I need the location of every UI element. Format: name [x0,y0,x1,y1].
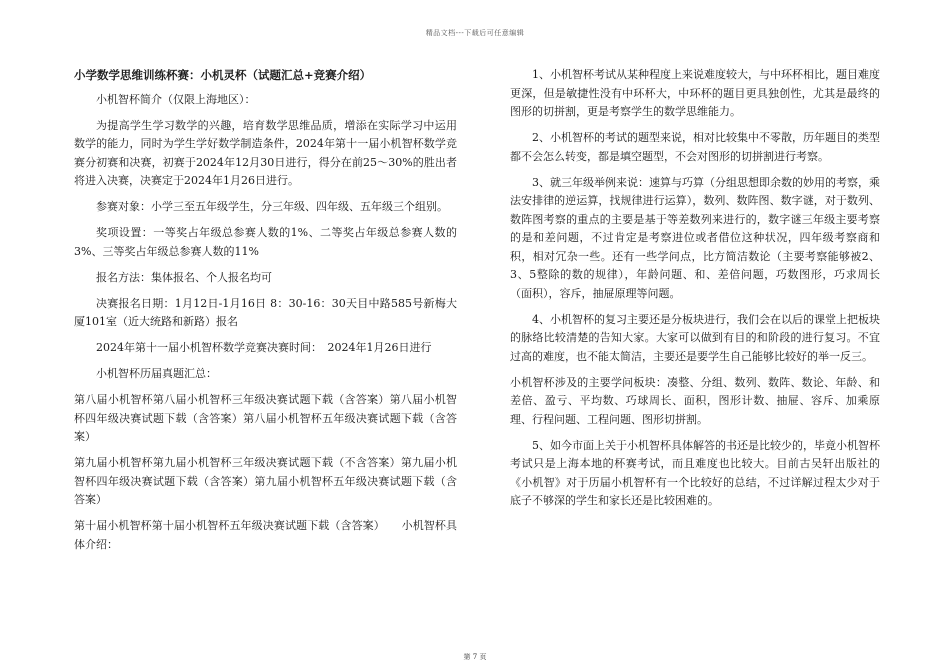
paragraph: 2、小机智杯的考试的题型来说，相对比较集中不零散，历年题目的类型都不会怎么转变，都是填空题型，不会对图形的切拼割进行考察。 [510,131,880,163]
paragraph: 参赛对象：小学三至五年级学生，分三年级、四年级、五年级三个组别。 [96,200,448,213]
paragraph: 第九届小机智杯第九届小机智杯三年级决赛试题下载（不含答案）第九届小机智杯四年级决赛试题下载（含答案）第九届小机智杯五年级决赛试题下载（含答案） [74,456,457,506]
paragraph: 决赛报名日期：1月12日-1月16日 8：30-16：30天目中路585号新梅大厦101室（近大统路和新路）报名 [74,296,457,328]
paragraph: 第十届小机智杯第十届小机智杯五年级决赛试题下载（含答案） 小机智杯具体介绍： [74,519,457,551]
right-column [510,66,880,518]
paragraph: 小机智杯历届真题汇总： [96,367,217,380]
paragraph: 5、如今市面上关于小机智杯具体解答的书还是比较少的，毕竟小机智杯考试只是上海本地的杯赛考试，而且难度也比较大。目前古吴轩出版社的《小机智》对于历届小机智杯有一个比较好的总结，不过详解过程太少对于底子不够深的学生和家长还是比较困难的。 [510,438,880,507]
left-column [74,66,457,562]
paragraph: 第八届小机智杯第八届小机智杯三年级决赛试题下载（含答案）第八届小机智杯四年级决赛试题下载（含答案）第八届小机智杯五年级决赛试题下载（含答案） [74,393,457,443]
page-footer: 第 7 页 [463,653,487,661]
paragraph: 2024年第十一届小机智杯数学竞赛决赛时间： 2024年1月26日进行 [96,341,432,354]
paragraph: 奖项设置：一等奖占年级总参赛人数的1%、二等奖占年级总参赛人数的3%、三等奖占年级总参赛人数的11% [74,226,457,258]
paragraph: 小机智杯涉及的主要学问板块：凑整、分组、数列、数阵、数论、年龄、和差倍、盈亏、平均数、巧球周长、面积，图形计数、抽屉、容斥、加乘原理、行程问题、工程问题、图形切拼割。 [510,375,880,426]
paragraph: 为提高学生学习数学的兴趣，培育数学思维品质，增添在实际学习中运用数学的能力，同时为学生学好数学制造条件，2024年第十一届小机智杯数学竞赛分初赛和决赛，初赛于2024年12月30日进行，得分在前25～30%的胜出者将进入决赛，决赛定于2024年1月26日进行。 [74,118,457,187]
paragraph: 3、就三年级举例来说：速算与巧算（分组思想即余数的妙用的考察，乘法安排律的逆运算，找规律进行运算），数列、数阵图、数字谜，对于数列、数阵图考察的重点的主要是基于等差数列来进行的，数字谜三年级主要考察的是和差问题，不过肯定是考察进位或者借位这种状况，四年级考察商和积，相对冗杂一些。还有一些学问点，比方简洁数论（主要考察能够被2、3、5整除的数的规律），年龄问题、和、差倍问题，巧数图形，巧求周长（面积），容斥，抽屉原理等问题。 [510,175,880,300]
paragraph: 小机智杯简介（仅限上海地区）： [96,92,256,106]
paragraph: 4、小机智杯的复习主要还是分板块进行，我们会在以后的课堂上把板块的脉络比较清楚的告知大家。大家可以做到有目的和阶段的进行复习。不宜过高的难度，也不能太简洁，主要还是要学生自己能够比较好的举一反三。 [510,312,880,363]
paragraph: 报名方法：集体报名、个人报名均可 [96,270,272,284]
paragraph: 1、小机智杯考试从某种程度上来说难度较大，与中环杯相比，题目难度更深，但是敏捷性没有中环杯大，中环杯的题目更具独创性，尤其是最终的图形的切拼割，更是考察学生的数学思维能力。 [510,68,880,118]
document-title: 小学数学思维训练杯赛：小机灵杯（试题汇总+竞赛介绍） [74,68,372,82]
page-header: 精品文档---下载后可任意编辑 [425,29,525,37]
